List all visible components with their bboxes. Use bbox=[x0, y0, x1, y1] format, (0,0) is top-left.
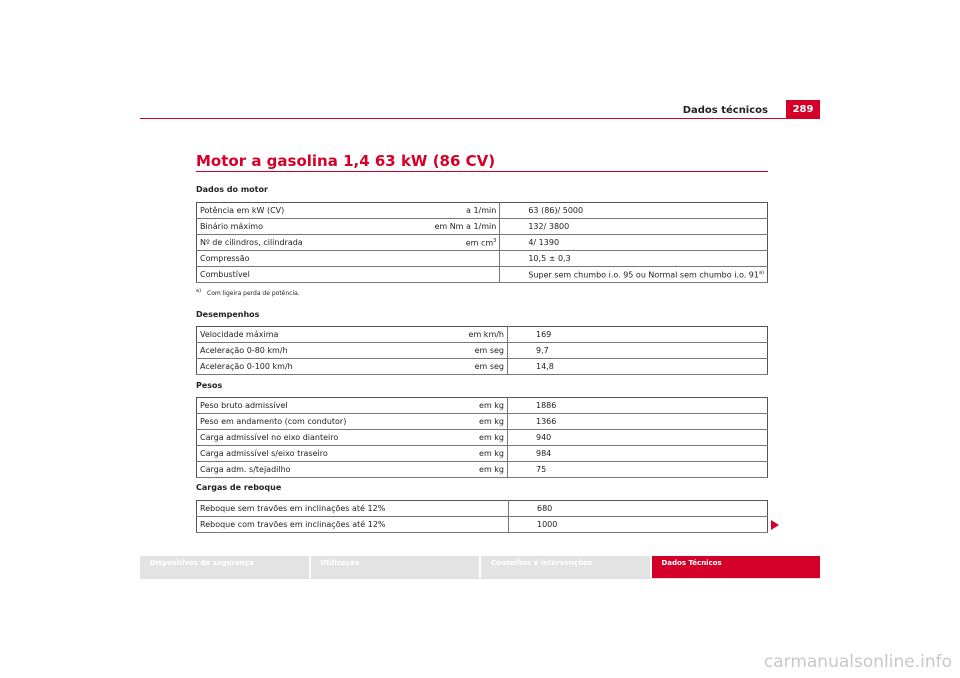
footnote-text: Com ligeira perda de potência. bbox=[207, 290, 300, 297]
footer-navigation bbox=[140, 556, 820, 578]
row-value: 1000 bbox=[509, 517, 768, 533]
motor-data-table bbox=[196, 202, 768, 283]
footer-tab-conselhos[interactable]: Conselhos e intervenções bbox=[481, 556, 650, 578]
watermark: carmanualsonline.info bbox=[763, 652, 952, 672]
row-label: Nº de cilindros, cilindrada bbox=[197, 235, 417, 251]
row-unit: em kg bbox=[423, 430, 508, 446]
footer-tab-seguranca[interactable]: Dispositivos de segurança bbox=[140, 556, 309, 578]
performance-table bbox=[196, 326, 768, 375]
section-heading-motor: Dados do motor bbox=[196, 185, 268, 194]
unit-superscript: 3 bbox=[493, 237, 497, 244]
footer-divider bbox=[140, 578, 820, 579]
table-row bbox=[197, 462, 768, 478]
table-row bbox=[197, 327, 768, 343]
value-text: Super sem chumbo i.o. 95 ou Normal sem chumbo i.o. 91 bbox=[528, 270, 759, 280]
row-unit: em km/h bbox=[423, 327, 508, 343]
row-value: 1366 bbox=[508, 414, 768, 430]
row-unit bbox=[416, 251, 500, 267]
next-page-arrow-icon[interactable] bbox=[771, 520, 779, 530]
row-unit: em kg bbox=[423, 462, 508, 478]
row-value: 9,7 bbox=[508, 343, 768, 359]
table-row bbox=[197, 343, 768, 359]
table-row bbox=[197, 359, 768, 375]
unit-text: em cm bbox=[465, 238, 494, 248]
table-row bbox=[197, 430, 768, 446]
row-unit bbox=[416, 267, 500, 283]
row-unit: em kg bbox=[423, 398, 508, 414]
table-row bbox=[197, 501, 768, 517]
title-divider bbox=[196, 171, 768, 172]
row-unit: em kg bbox=[423, 446, 508, 462]
row-value: 63 (86)/ 5000 bbox=[500, 203, 768, 219]
section-heading-desempenhos: Desempenhos bbox=[196, 310, 260, 319]
page-title: Motor a gasolina 1,4 63 kW (86 CV) bbox=[196, 152, 496, 170]
footer-tab-dados-tecnicos[interactable]: Dados Técnicos bbox=[652, 556, 821, 578]
row-label: Peso bruto admissível bbox=[197, 398, 424, 414]
row-label: Potência em kW (CV) bbox=[197, 203, 417, 219]
table-row bbox=[197, 517, 768, 533]
table-row bbox=[197, 251, 768, 267]
row-label: Carga admissível s/eixo traseiro bbox=[197, 446, 424, 462]
row-value: 10,5 ± 0,3 bbox=[500, 251, 768, 267]
weights-table bbox=[196, 397, 768, 478]
table-row bbox=[197, 219, 768, 235]
row-label: Carga admissível no eixo dianteiro bbox=[197, 430, 424, 446]
footer-tab-utilizacao[interactable]: Utilização bbox=[311, 556, 480, 578]
section-heading-reboque: Cargas de reboque bbox=[196, 483, 282, 492]
row-value: 1886 bbox=[508, 398, 768, 414]
footnote-reference: a) bbox=[758, 269, 764, 276]
header-divider bbox=[140, 118, 820, 119]
row-value: 940 bbox=[508, 430, 768, 446]
row-unit: em seg bbox=[423, 359, 508, 375]
row-value: 4/ 1390 bbox=[500, 235, 768, 251]
row-label: Aceleração 0-80 km/h bbox=[197, 343, 424, 359]
table-row bbox=[197, 267, 768, 283]
towing-loads-table bbox=[196, 500, 768, 533]
row-unit: a 1/min bbox=[416, 203, 500, 219]
row-value: 132/ 3800 bbox=[500, 219, 768, 235]
table-row bbox=[197, 398, 768, 414]
row-unit: em Nm a 1/min bbox=[416, 219, 500, 235]
header-section-title: Dados técnicos bbox=[682, 105, 768, 116]
row-label: Carga adm. s/tejadilho bbox=[197, 462, 424, 478]
table-row bbox=[197, 203, 768, 219]
table-row bbox=[197, 446, 768, 462]
row-value: 14,8 bbox=[508, 359, 768, 375]
footnote bbox=[196, 288, 300, 297]
footnote-mark: a) bbox=[196, 288, 202, 294]
section-heading-pesos: Pesos bbox=[196, 381, 223, 390]
row-unit: em seg bbox=[423, 343, 508, 359]
row-value bbox=[500, 267, 768, 283]
row-label: Velocidade máxima bbox=[197, 327, 424, 343]
table-row bbox=[197, 235, 768, 251]
row-label: Peso em andamento (com condutor) bbox=[197, 414, 424, 430]
table-row bbox=[197, 414, 768, 430]
row-label: Combustível bbox=[197, 267, 417, 283]
row-value: 169 bbox=[508, 327, 768, 343]
row-label: Aceleração 0-100 km/h bbox=[197, 359, 424, 375]
row-unit bbox=[416, 235, 500, 251]
row-unit: em kg bbox=[423, 414, 508, 430]
row-value: 680 bbox=[509, 501, 768, 517]
row-label: Reboque sem travões em inclinações até 12% bbox=[197, 501, 509, 517]
row-label: Binário máximo bbox=[197, 219, 417, 235]
row-value: 984 bbox=[508, 446, 768, 462]
page-number: 289 bbox=[786, 100, 820, 119]
row-label: Reboque com travões em inclinações até 12% bbox=[197, 517, 509, 533]
row-value: 75 bbox=[508, 462, 768, 478]
row-label: Compressão bbox=[197, 251, 417, 267]
